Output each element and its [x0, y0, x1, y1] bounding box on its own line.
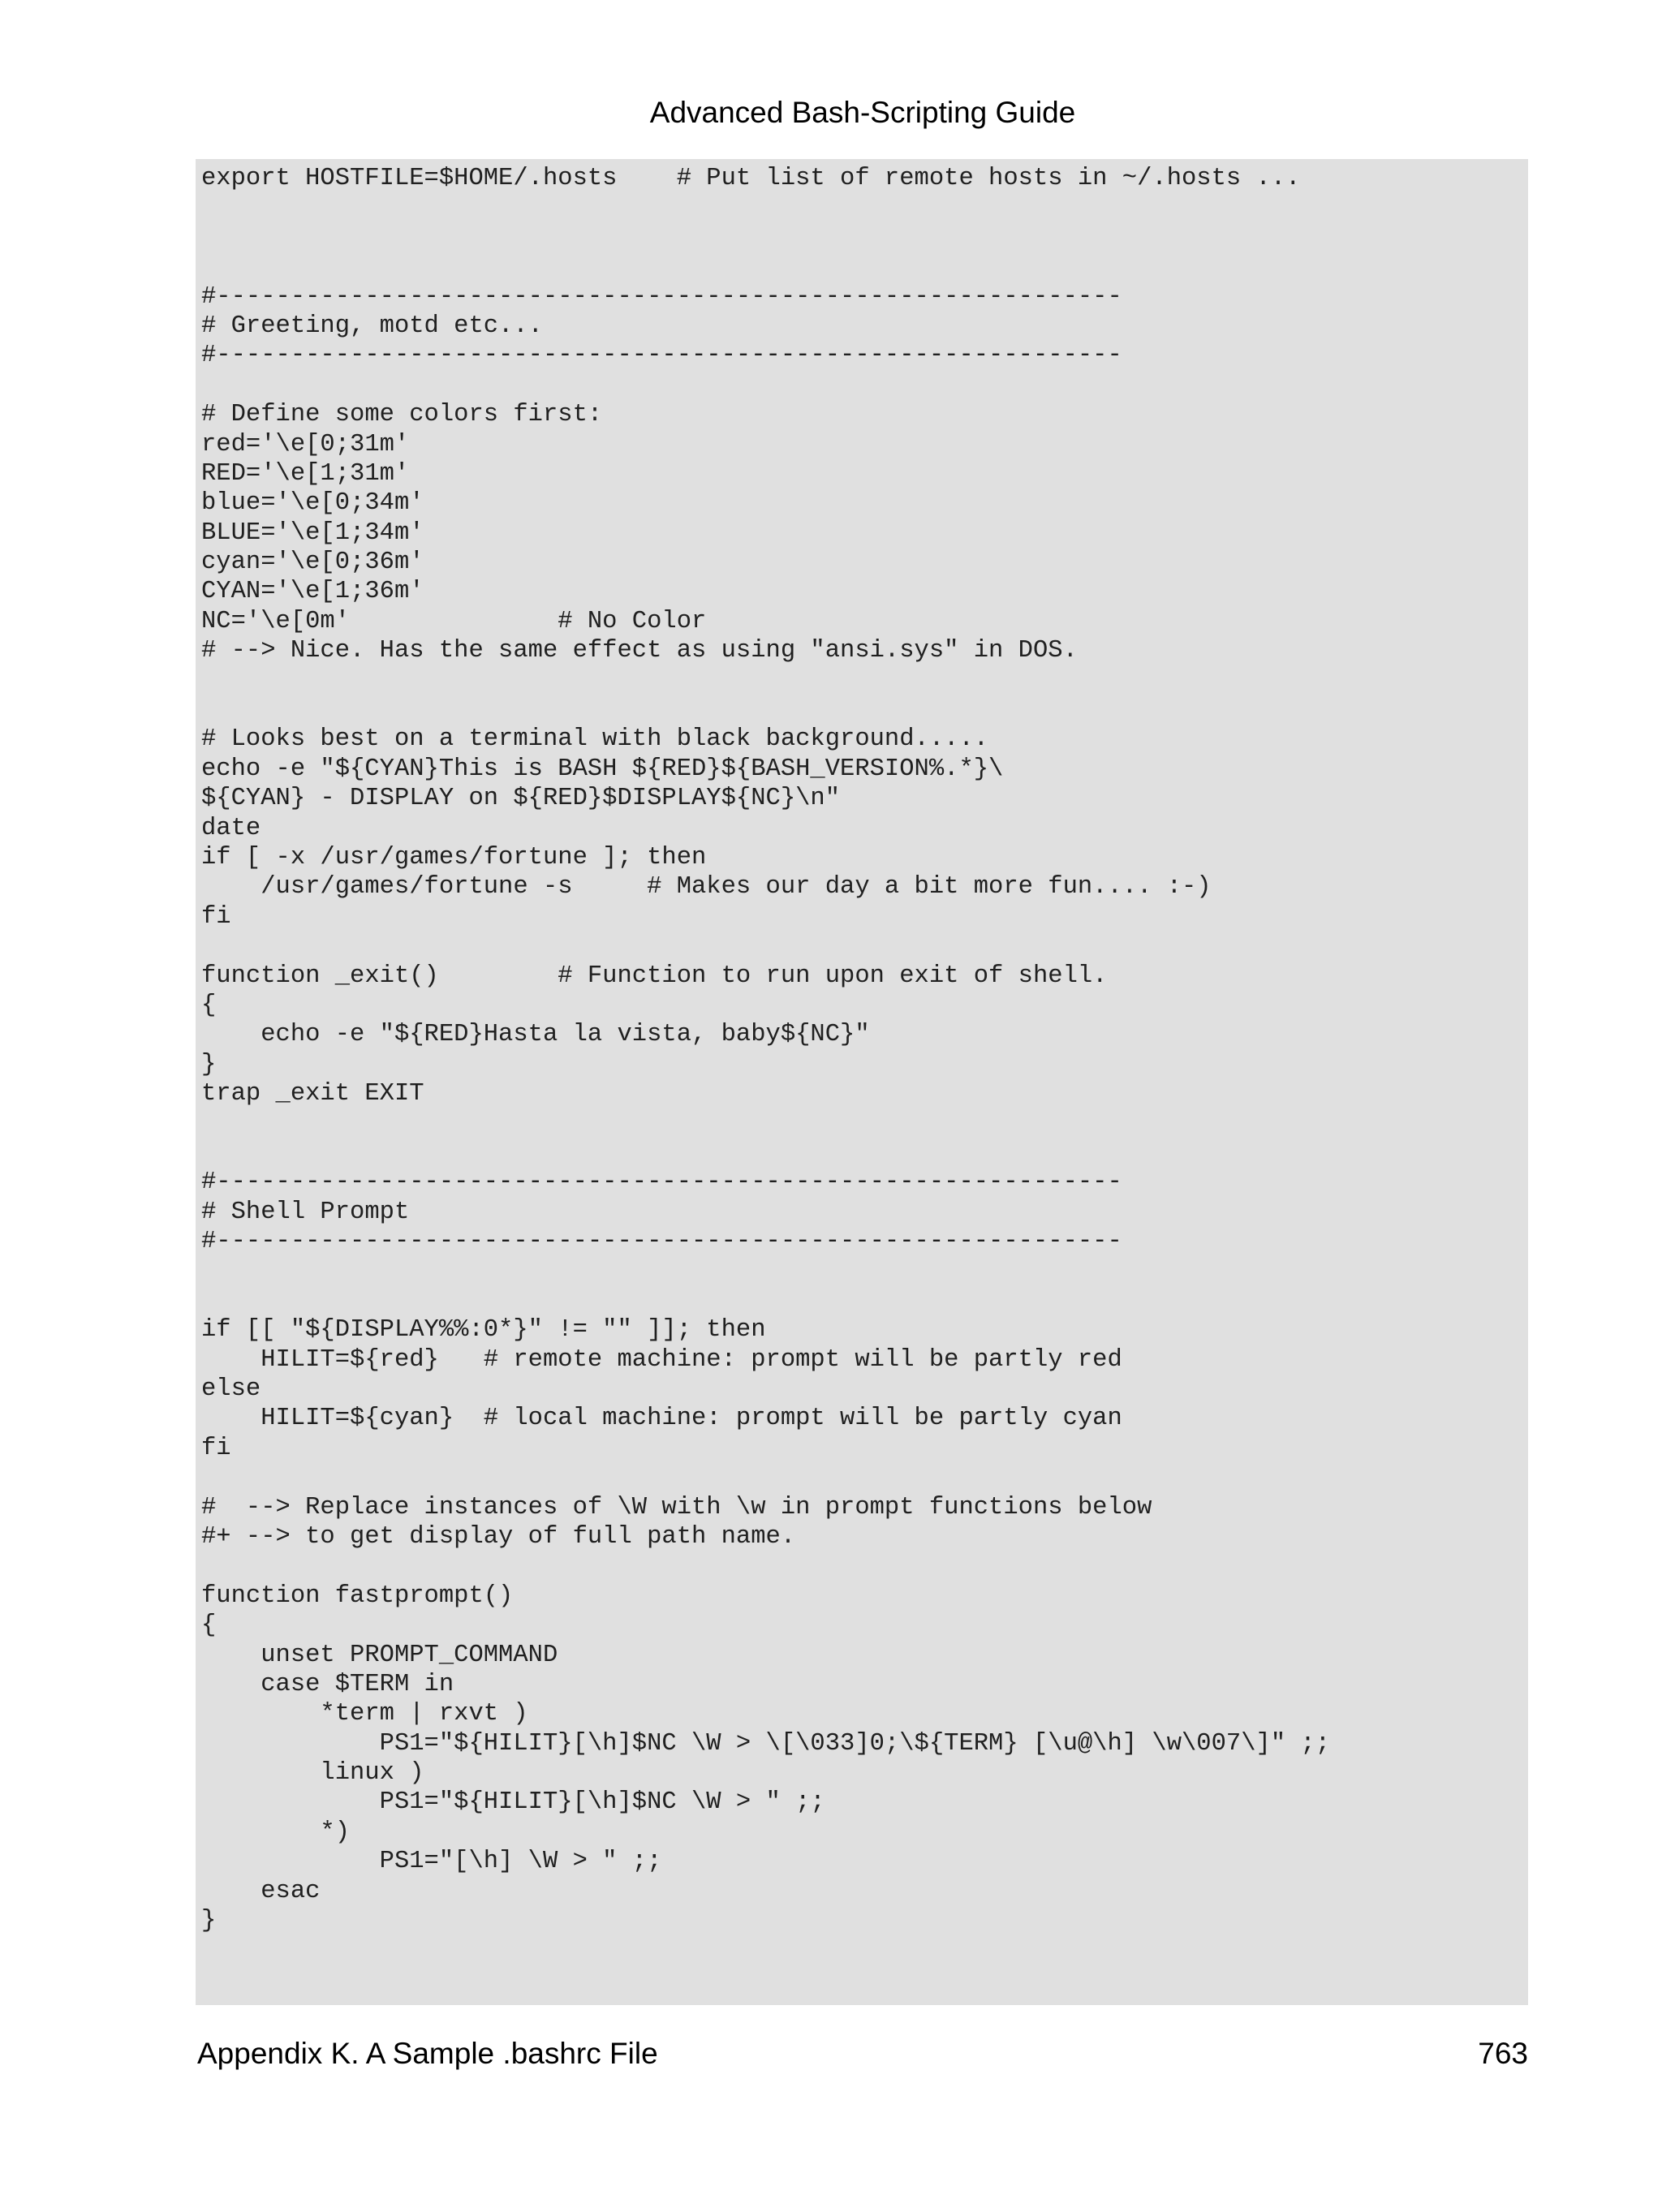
code-line — [201, 1286, 1330, 1315]
code-line: if [ -x /usr/games/fortune ]; then — [201, 843, 707, 871]
code-line: else — [201, 1375, 261, 1404]
code-line: # Looks best on a terminal with black background..... — [201, 725, 989, 754]
code-line: { — [201, 991, 217, 1019]
code-line — [201, 666, 1330, 695]
code-line: #------------------------------------------------------------- — [201, 282, 1122, 311]
code-line — [201, 1109, 1330, 1138]
code-line: } — [201, 1907, 217, 1935]
code-line: NC='\e[0m' # No Color — [201, 607, 707, 635]
code-line: HILIT=${cyan} # local machine: prompt will be partly cyan — [201, 1405, 1122, 1433]
code-line: PS1="${HILIT}[\h]$NC \W > " ;; — [201, 1788, 825, 1817]
page-header-title: Advanced Bash-Scripting Guide — [649, 96, 1076, 129]
code-line — [201, 1138, 1330, 1168]
code-line: esac — [201, 1877, 321, 1905]
code-line: #------------------------------------------------------------- — [201, 1168, 1122, 1197]
code-line: export HOSTFILE=$HOME/.hosts # Put list of remote hosts in ~/.hosts ... — [201, 165, 1301, 192]
code-line: date — [201, 814, 261, 842]
code-line: # Greeting, motd etc... — [201, 312, 543, 340]
code-line: #------------------------------------------------------------- — [201, 342, 1122, 370]
footer-page-number: 763 — [1478, 2037, 1528, 2070]
code-line: if [[ "${DISPLAY%%:0*}" != "" ]]; then — [201, 1316, 766, 1345]
code-line: unset PROMPT_COMMAND — [201, 1641, 558, 1669]
code-line — [201, 1256, 1330, 1285]
code-line: ${CYAN} - DISPLAY on ${RED}$DISPLAY${NC}\n" — [201, 785, 841, 813]
code-line: # Define some colors first: — [201, 401, 603, 429]
code-line — [201, 193, 1330, 222]
code-line: } — [201, 1050, 217, 1078]
code-line — [201, 695, 1330, 725]
code-line: PS1="${HILIT}[\h]$NC \W > \[\033]0;\${TERM} [\u@\h] \w\007\]" ;; — [201, 1729, 1331, 1758]
code-listing — [201, 164, 1330, 1935]
code-line: function fastprompt() — [201, 1582, 514, 1610]
code-line — [201, 371, 1330, 400]
code-line — [201, 1551, 1330, 1581]
footer-chapter-title: Appendix K. A Sample .bashrc File — [197, 2037, 658, 2070]
code-line: # Shell Prompt — [201, 1198, 410, 1226]
code-line: case $TERM in — [201, 1670, 454, 1698]
code-line: /usr/games/fortune -s # Makes our day a bit more fun.... :-) — [201, 873, 1212, 902]
code-line: PS1="[\h] \W > " ;; — [201, 1848, 662, 1876]
code-line: linux ) — [201, 1759, 424, 1788]
code-line: BLUE='\e[1;34m' — [201, 519, 424, 547]
code-line: CYAN='\e[1;36m' — [201, 578, 424, 606]
code-line: # --> Replace instances of \W with \w in prompt functions below — [201, 1493, 1152, 1521]
code-line: echo -e "${CYAN}This is BASH ${RED}${BASH_VERSION%.*}\ — [201, 755, 1004, 783]
code-line: *term | rxvt ) — [201, 1700, 528, 1728]
code-line: red='\e[0;31m' — [201, 430, 410, 458]
code-line: RED='\e[1;31m' — [201, 459, 410, 488]
code-line — [201, 932, 1330, 961]
code-line — [201, 1463, 1330, 1492]
code-line: # --> Nice. Has the same effect as using "ansi.sys" in DOS. — [201, 637, 1078, 665]
code-line — [201, 223, 1330, 252]
code-line: trap _exit EXIT — [201, 1080, 424, 1108]
code-line: function _exit() # Function to run upon exit of shell. — [201, 962, 1108, 990]
code-line: echo -e "${RED}Hasta la vista, baby${NC}" — [201, 1021, 870, 1049]
code-line: *) — [201, 1818, 351, 1846]
code-line — [201, 252, 1330, 282]
code-line: cyan='\e[0;36m' — [201, 549, 424, 577]
code-line: HILIT=${red} # remote machine: prompt will be partly red — [201, 1345, 1122, 1374]
code-line: blue='\e[0;34m' — [201, 489, 424, 518]
code-line: { — [201, 1612, 217, 1640]
code-line: fi — [201, 1434, 231, 1462]
code-line: #------------------------------------------------------------- — [201, 1228, 1122, 1256]
code-line: fi — [201, 902, 231, 931]
code-line: #+ --> to get display of full path name. — [201, 1522, 796, 1551]
